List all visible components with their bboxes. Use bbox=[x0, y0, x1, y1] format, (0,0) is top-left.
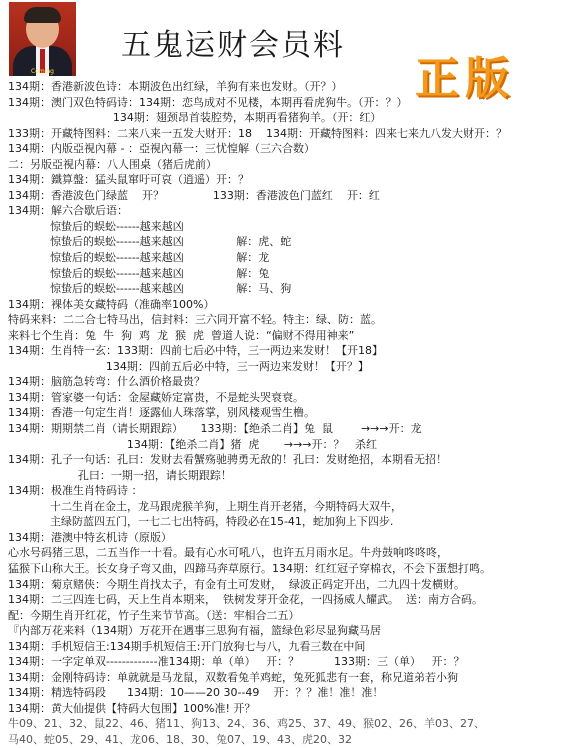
text-line: 134期：澳门双色特码诗：134期：恋鸟成对不见楼，本期再看虎狗牛。（开：？） bbox=[8, 95, 408, 109]
text-line: 惊蛰后的蜈蚣------越来越凶 bbox=[8, 219, 184, 233]
text-line: 惊蛰后的蜈蚣------越来越凶 解：龙 bbox=[8, 251, 270, 265]
text-line: 来料七个生肖：兔 牛 狗 鸡 龙 猴 虎 曾道人说：“偏财不得用神来” bbox=[8, 328, 355, 342]
text-line: 猛猴下山称大王。长女身子弯又曲，四蹄马奔草原行。134期：红红冠子穿棉衣，不会下蛋想打鸣。 bbox=[8, 561, 491, 575]
text-line: 特码来料：二二合七特马出，信封料：三六同开富不轻。特主：绿、防：蓝。 bbox=[8, 313, 382, 327]
text-line: 『内部万花来料（134期）万花开在遇事三思狗有福，篮绿色彩尽显狗藏马居 bbox=[8, 624, 381, 638]
text-line: 134期：鐵算盤：猛头鼠窜吁可哀（逍遥）开：？ bbox=[8, 173, 249, 187]
text-line: 134期：一字定单双-------------准134期：单（单） 开：？ 133期：三（单） 开：？ bbox=[8, 655, 465, 669]
text-line: 134期：香港波色门绿蓝 开？ 133期：香港波色门蓝红 开：红 bbox=[8, 188, 380, 202]
avatar-caption: Coming bbox=[31, 68, 54, 75]
text-line: 心水号码猪三思，二五当作一十看。最有心水可吼八，也许五月雨水足。牛舟鼓响咚咚咚， bbox=[8, 546, 448, 560]
text-line: 134期：翅颈昂首装腔势，本期再看猪狗羊。（开：红） bbox=[8, 111, 382, 125]
authentic-stamp: 正版 bbox=[415, 53, 515, 104]
avatar-hair bbox=[24, 7, 61, 23]
text-line: 134期：菊京赌侠：今期生肖找太子，有金有土可发财， 绿波正码定开出，二九四十发横财。 bbox=[8, 577, 465, 591]
text-line: 134期：【绝杀二肖】猪 虎 →→→开：？ 杀红 bbox=[8, 437, 377, 451]
text-line: 134期：香港一句定生肖！逐露仙人珠落掌，别风楼观雪生橹。 bbox=[8, 406, 315, 420]
page-title: 五鬼运财会员料 bbox=[121, 28, 345, 63]
text-line: 133期：开藏特图料：二来八来一五发大财开：18 134期：开藏特图料：四来七来九八发大财开：？ bbox=[8, 126, 507, 140]
text-line: 孔曰：一期一招，请长期跟踪！ bbox=[8, 468, 232, 482]
text-line: 134期：二三四连七码，天上生肖本期来， 铁树发芽开金花，一四扬威人耀武。 送：南方合码。 bbox=[8, 593, 483, 607]
text-line: 惊蛰后的蜈蚣------越来越凶 解：马、狗 bbox=[8, 282, 292, 296]
document-body bbox=[8, 79, 572, 748]
zodiac-numbers-line: 牛09、21、32、鼠22、46、猪11、狗13、24、36、鸡25、37、49、猴02、26、羊03、27、 bbox=[8, 717, 485, 731]
text-line: 134期：解六合歇后语： bbox=[8, 204, 128, 218]
text-line: 134期：手机短信王:134期手机短信王:开门放狗七与八，九看三数在中间 bbox=[8, 639, 366, 653]
text-line: 134期：期期禁二肖（请长期跟踪） 133期：【绝杀二肖】兔 鼠 →→→开：龙 bbox=[8, 422, 422, 436]
text-line: 配：今期生肖开红花，竹子生来节节高。（送：牢相合二五） bbox=[8, 608, 300, 622]
text-line: 惊蛰后的蜈蚣------越来越凶 解：虎、蛇 bbox=[8, 235, 292, 249]
text-line: 惊蛰后的蜈蚣------越来越凶 解：兔 bbox=[8, 266, 270, 280]
text-line: 134期：脑筋急转弯：什么酒价格最贵？ bbox=[8, 375, 205, 389]
text-line: 134期：内版亞視內幕 - ：亞視內幕一：三忧惶解（三六合数） bbox=[8, 142, 315, 156]
text-line: 134期：精选特码段 134期：10——20 30--49 开：？？准！准！准！ bbox=[8, 686, 384, 700]
text-line: 主绿防蓝四五门，一七二七出特码，特段必在15-41，蛇加狗上下四步. bbox=[8, 515, 394, 529]
avatar bbox=[9, 2, 76, 76]
text-line: 134期：黄大仙提供【特码大包围】100%准! 开？ bbox=[8, 701, 256, 715]
zodiac-numbers-line: 马40、蛇05、29、41、龙06、18、30、兔07、19、43、虎20、32 bbox=[8, 732, 352, 746]
text-line: 134期：裸体美女藏特码（准确率100%） bbox=[8, 297, 215, 311]
text-line: 134期：生肖特一玄：133期：四前七后必中特，三一两边来发财！【开18】 bbox=[8, 344, 383, 358]
text-line: 十二生肖在金土，龙马跟虎猴羊狗，上期生肖开老猪，今期特码大双牛， bbox=[8, 499, 402, 513]
text-line: 134期：四前五后必中特，三一两边来发财！【开？】 bbox=[8, 359, 369, 373]
text-line: 134期：香港新波色诗：本期波色出红绿，羊狗有来也发财。（开？） bbox=[8, 80, 343, 93]
text-line: 134期：港澳中特玄机诗（原版） bbox=[8, 530, 172, 544]
text-line: 134期：极准生肖特码诗 ： bbox=[8, 484, 143, 498]
text-line: 134期：孔子一句话：孔曰：发财去看蟹殇驰骋勇无敌的！孔曰：发财绝招，本期看无招！ bbox=[8, 453, 447, 467]
text-line: 134期：管家婆一句话：金屋藏娇定富贵，不是蛇头哭衰衰。 bbox=[8, 390, 304, 404]
text-line: 134期：金刚特码诗：单就就是马龙鼠，双数看兔羊鸡蛇，兔死狐悲有一套，称兄道弟若小狗 bbox=[8, 670, 458, 684]
text-line: 二：另版亞視内幕：八人围桌（猪后虎前） bbox=[8, 157, 217, 171]
